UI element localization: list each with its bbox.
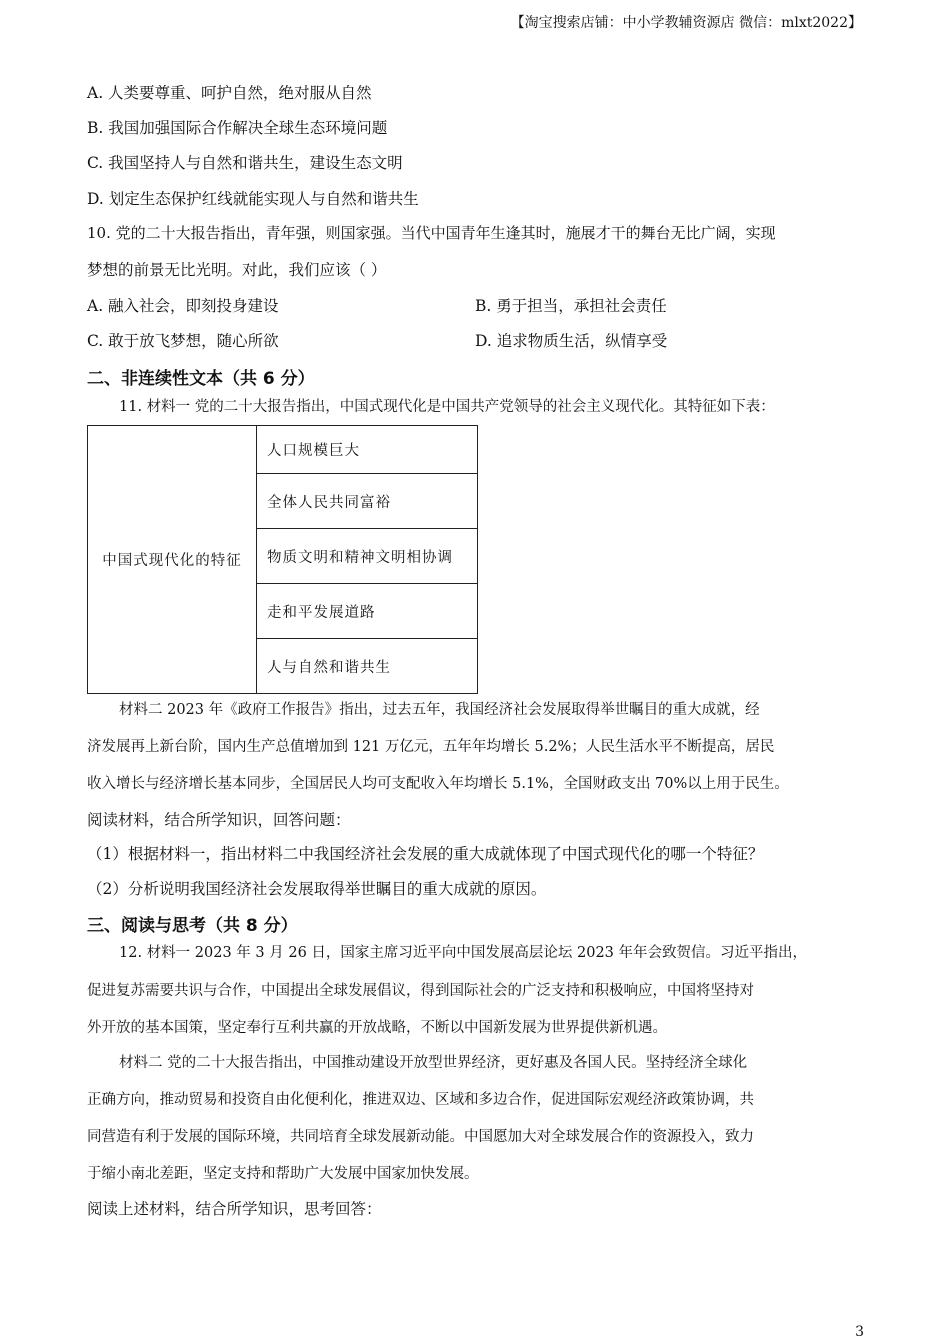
q10-stem-line1: 10. 党的二十大报告指出，青年强，则国家强。当代中国青年生逢其时，施展才干的舞台无比广阔，实现 <box>87 224 776 242</box>
page-number: 3 <box>855 1324 864 1340</box>
q11-material2-line3: 收入增长与经济增长基本同步，全国居民人均可支配收入年均增长 5.1%，全国财政支出 70%以上用于民生。 <box>87 776 789 792</box>
q12-material2-line4: 于缩小南北差距，坚定支持和帮助广大发展中国家加快发展。 <box>87 1166 479 1182</box>
q12-line3: 外开放的基本国策，坚定奉行互利共赢的开放战略，不断以中国新发展为世界提供新机遇。 <box>87 1020 667 1036</box>
table-left-label: 中国式现代化的特征 <box>88 426 257 694</box>
features-table <box>87 425 478 694</box>
q9-option-b: B. 我国加强国际合作解决全球生态环境问题 <box>87 119 388 137</box>
q9-option-d: D. 划定生态保护红线就能实现人与自然和谐共生 <box>87 190 419 208</box>
q12-material2-line3: 同营造有利于发展的国际环境，共同培育全球发展新动能。中国愿加大对全球发展合作的资源投入，致力 <box>87 1129 754 1145</box>
q12-material2-line1: 材料二 党的二十大报告指出，中国推动建设开放型世界经济，更好惠及各国人民。坚持经济全球化 <box>119 1055 748 1071</box>
feature-cell: 物质文明和精神文明相协调 <box>257 529 478 584</box>
q9-option-a: A. 人类要尊重、呵护自然，绝对服从自然 <box>87 84 372 102</box>
section2-title: 二、非连续性文本（共 6 分） <box>87 369 315 389</box>
q12-instruction: 阅读上述材料，结合所学知识，思考回答： <box>87 1200 382 1218</box>
q12-line1: 12. 材料一 2023 年 3 月 26 日，国家主席习近平向中国发展高层论坛 2023 年年会致贺信。习近平指出， <box>119 945 808 961</box>
section3-title: 三、阅读与思考（共 8 分） <box>87 916 298 936</box>
q11-sub1: （1）根据材料一，指出材料二中我国经济社会发展的重大成就体现了中国式现代化的哪一个特征？ <box>87 845 764 863</box>
q9-option-c: C. 我国坚持人与自然和谐共生，建设生态文明 <box>87 154 403 172</box>
q11-intro: 11. 材料一 党的二十大报告指出，中国式现代化是中国共产党领导的社会主义现代化。其特征如下表： <box>119 399 775 415</box>
q10-option-b: B. 勇于担当，承担社会责任 <box>475 297 667 315</box>
q10-option-c: C. 敢于放飞梦想，随心所欲 <box>87 332 279 350</box>
feature-cell: 走和平发展道路 <box>257 584 478 639</box>
q11-material2-line2: 济发展再上新台阶，国内生产总值增加到 121 万亿元，五年年均增长 5.2%；人民生活水平不断提高，居民 <box>87 739 775 755</box>
feature-cell: 人与自然和谐共生 <box>257 639 478 694</box>
q11-instruction: 阅读材料，结合所学知识，回答问题： <box>87 811 351 829</box>
q11-material2-line1: 材料二 2023 年《政府工作报告》指出，过去五年，我国经济社会发展取得举世瞩目的重大成就，经 <box>119 702 760 718</box>
q10-stem-line2: 梦想的前景无比光明。对此，我们应该（ ） <box>87 261 387 279</box>
feature-cell: 人口规模巨大 <box>257 426 478 474</box>
q11-sub2: （2）分析说明我国经济社会发展取得举世瞩目的重大成就的原因。 <box>87 880 547 898</box>
q12-material2-line2: 正确方向，推动贸易和投资自由化便利化，推进双边、区域和多边合作，促进国际宏观经济政策协调，共 <box>87 1092 754 1108</box>
q10-option-d: D. 追求物质生活，纵情享受 <box>475 332 668 350</box>
q10-option-a: A. 融入社会，即刻投身建设 <box>87 297 279 315</box>
q12-line2: 促进复苏需要共识与合作，中国提出全球发展倡议，得到国际社会的广泛支持和积极响应，中国将坚持对 <box>87 983 754 999</box>
page-header: 【淘宝搜索店铺：中小学教辅资源店 微信：mlxt2022】 <box>510 15 862 31</box>
feature-cell: 全体人民共同富裕 <box>257 474 478 529</box>
